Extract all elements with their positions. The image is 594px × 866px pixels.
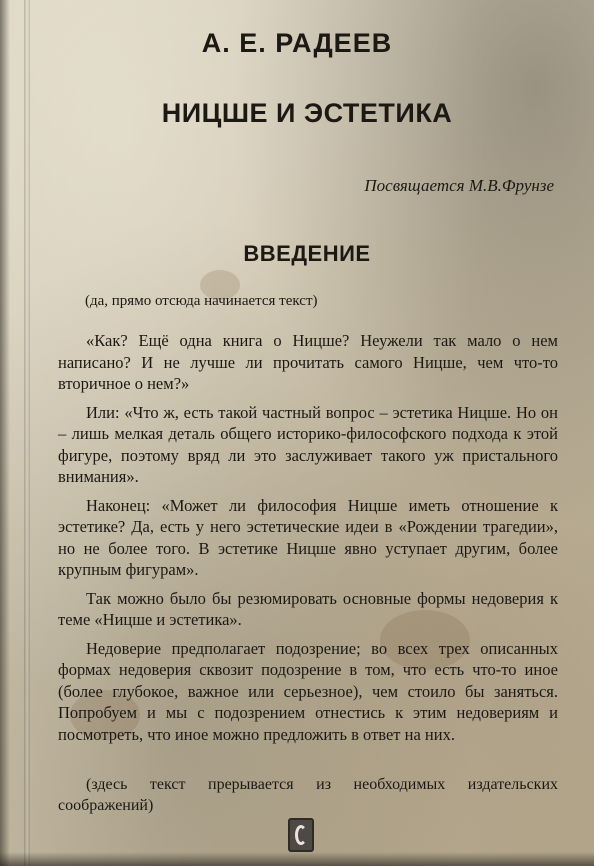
editor-note-top: (да, прямо отсюда начинается текст) (85, 293, 318, 309)
paragraph: Так можно было бы резюмировать основные формы недоверия к теме «Ницше и эстетика». (58, 588, 558, 629)
section-heading: ВВЕДЕНИЕ (243, 241, 371, 266)
author-name: А. Е. РАДЕЕВ (201, 28, 393, 58)
logo-glyph (295, 825, 307, 845)
body-text (58, 330, 558, 752)
dedication: Посвящается М.В.Фрунзе (364, 176, 554, 195)
paragraph: Или: «Что ж, есть такой частный вопрос – эстетика Ницше. Но он – лишь мелкая деталь общего историко-философского подхода к этой фигуре, поэтому вряд ли это заслуживает такого уж пристального внимания». (58, 402, 558, 486)
bottom-edge-shadow (0, 852, 594, 866)
cover-edge-shadow (0, 0, 10, 866)
editor-note-bottom: (здесь текст прерывается из необходимых издательских соображений) (58, 776, 558, 814)
paragraph: Недоверие предполагает подозрение; во всех трех описанных формах недоверия сквозит подозрение в том, что есть что-то иное (более глубокое, важное или серьезное), чем стоило бы заняться. Попробуем и мы с подозрением отнестись к этим недовериям и посмотреть, что иное можно предложить в ответ на них. (58, 638, 558, 744)
publisher-logo-icon (288, 818, 314, 852)
paragraph: «Как? Ещё одна книга о Ницше? Неужели так мало о нем написано? И не лучше ли прочитать самого Ницше, чем что-то вторичное о нем?» (58, 331, 558, 393)
paragraph: Наконец: «Может ли философия Ницше иметь отношение к эстетике? Да, есть у него эстетические идеи в «Рождении трагедии», но не более того. В эстетике Ницше явно уступает другим, более крупным фигурам». (58, 495, 558, 579)
book-title: НИЦШЕ И ЭСТЕТИКА (161, 98, 453, 128)
spine-crease (24, 0, 30, 866)
